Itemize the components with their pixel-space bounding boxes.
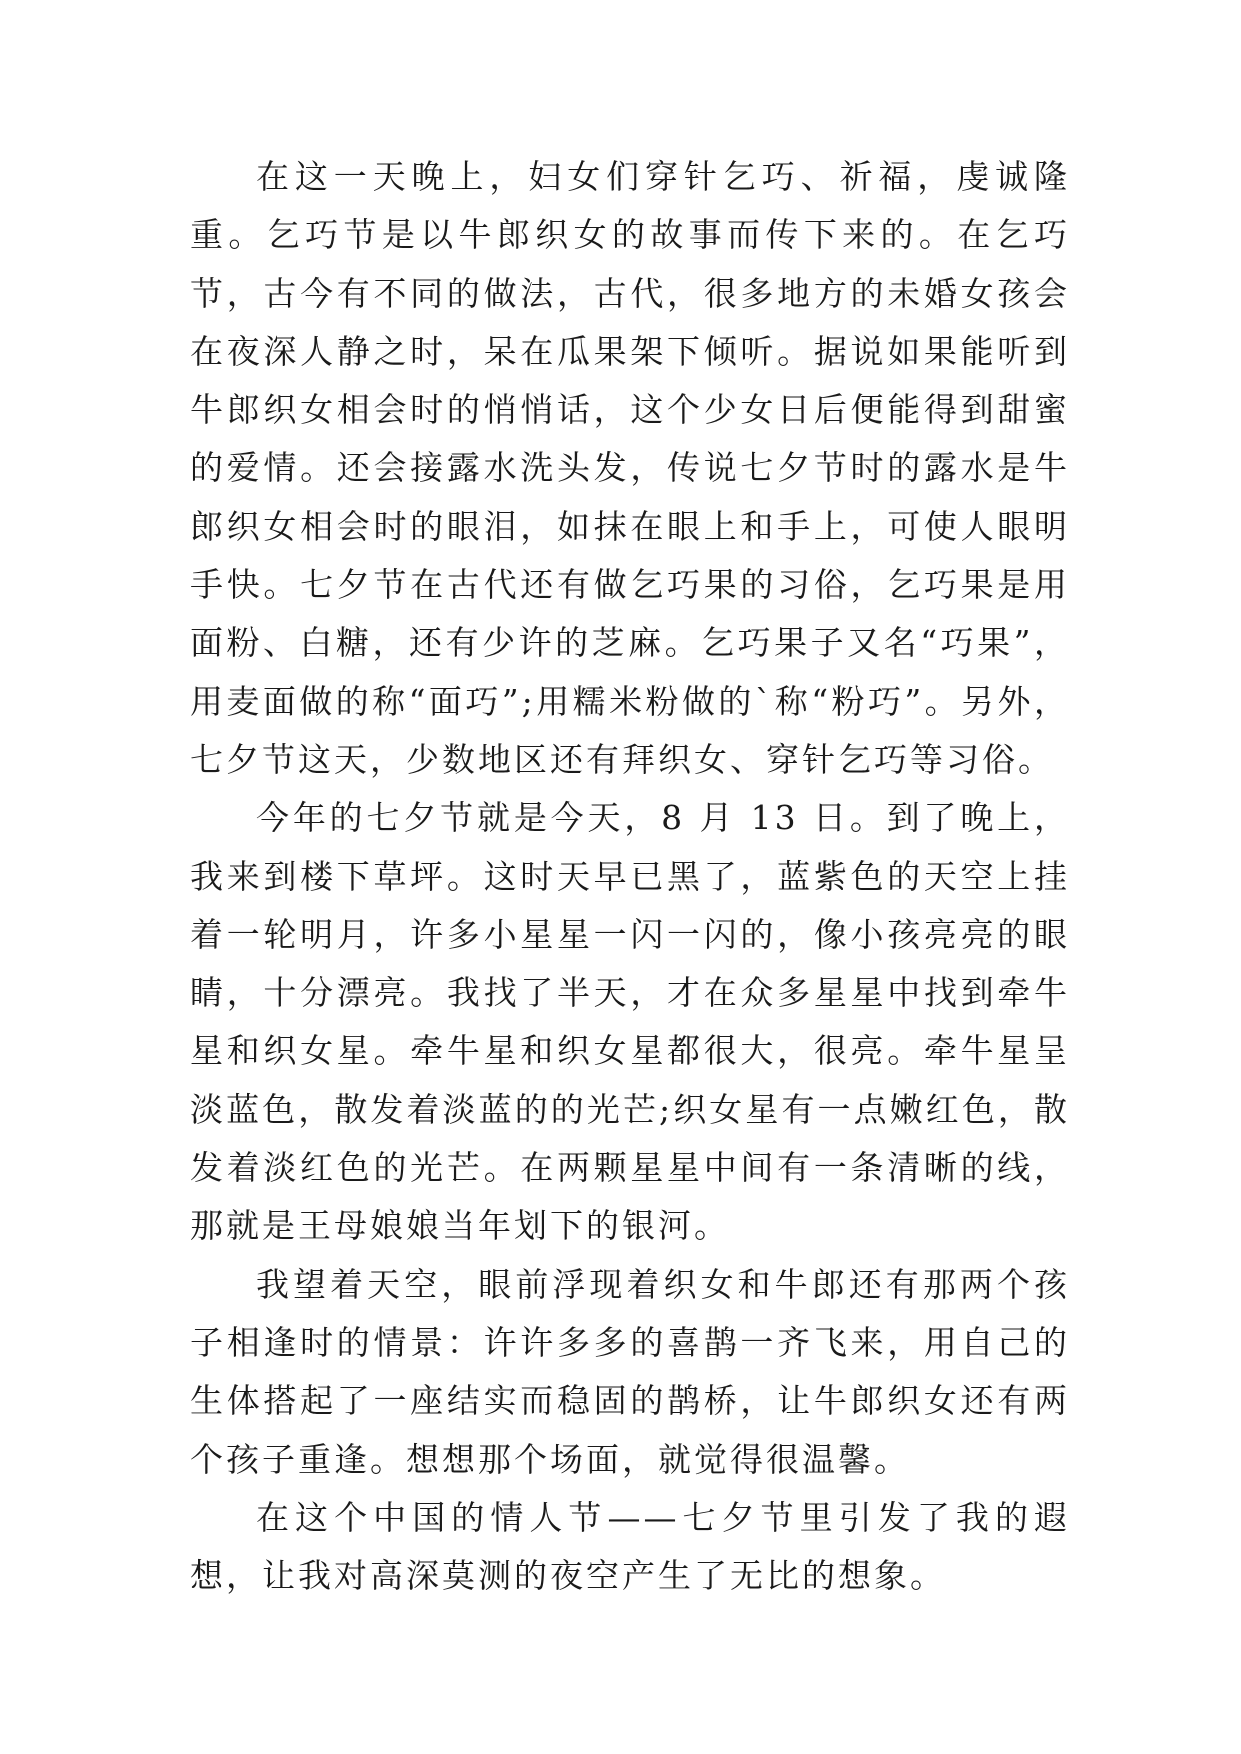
document-body [190, 148, 1070, 1605]
paragraph-3: 我望着天空，眼前浮现着织女和牛郎还有那两个孩子相逢时的情景：许许多多的喜鹊一齐飞来，用自己的生体搭起了一座结实而稳固的鹊桥，让牛郎织女还有两个孩子重逢。想想那个场面，就觉得很温馨。 [190, 1264, 1070, 1479]
paragraph-4: 在这个中国的情人节——七夕节里引发了我的遐想，让我对高深莫测的夜空产生了无比的想象。 [190, 1497, 1070, 1596]
paragraph-2: 今年的七夕节就是今天，8 月 13 日。到了晚上，我来到楼下草坪。这时天早已黑了，蓝紫色的天空上挂着一轮明月，许多小星星一闪一闪的，像小孩亮亮的眼睛，十分漂亮。我找了半天，才在众多星星中找到牵牛星和织女星。牵牛星和织女星都很大，很亮。牵牛星呈淡蓝色，散发着淡蓝的的光芒;织女星有一点嫩红色，散发着淡红色的光芒。在两颗星星中间有一条清晰的线，那就是王母娘娘当年划下的银河。 [190, 798, 1070, 1246]
paragraph-1: 在这一天晚上，妇女们穿针乞巧、祈福，虔诚隆重。乞巧节是以牛郎织女的故事而传下来的。在乞巧节，古今有不同的做法，古代，很多地方的未婚女孩会在夜深人静之时，呆在瓜果架下倾听。据说如果能听到牛郎织女相会时的悄悄话，这个少女日后便能得到甜蜜的爱情。还会接露水洗头发，传说七夕节时的露水是牛郎织女相会时的眼泪，如抹在眼上和手上，可使人眼明手快。七夕节在古代还有做乞巧果的习俗，乞巧果是用面粉、白糖，还有少许的芝麻。乞巧果子又名“巧果”，用麦面做的称“面巧”;用糯米粉做的`称“粉巧”。另外，七夕节这天，少数地区还有拜织女、穿针乞巧等习俗。 [190, 157, 1070, 779]
